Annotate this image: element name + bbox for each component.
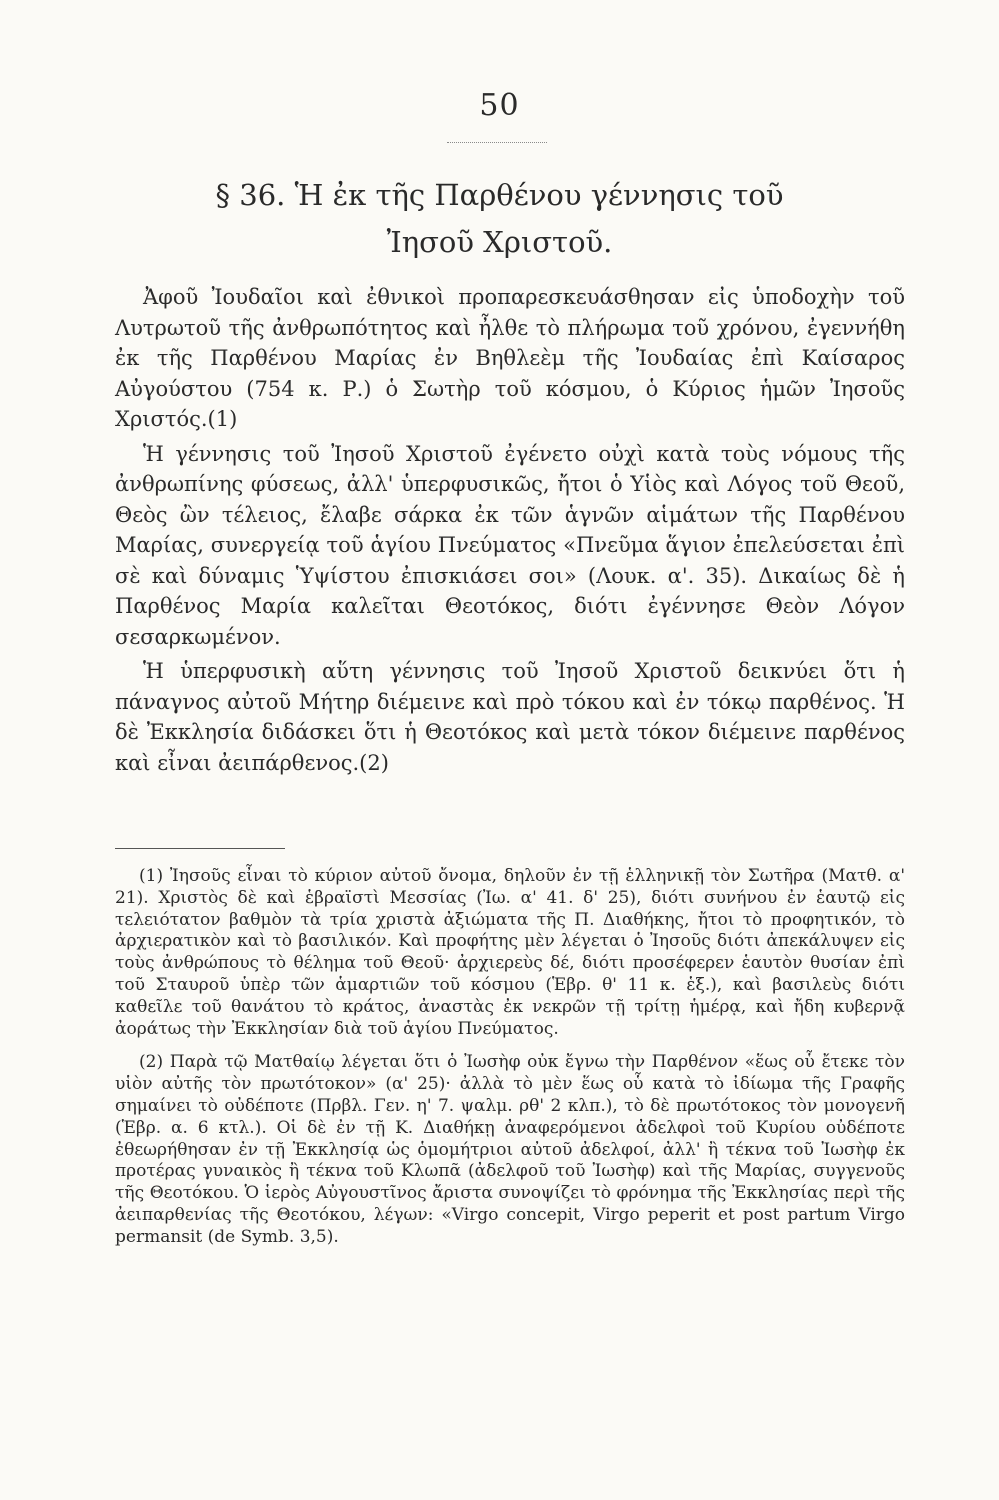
footnote-divider <box>115 848 285 849</box>
body-paragraph-3: Ἡ ὑπερφυσικὴ αὕτη γέννησις τοῦ Ἰησοῦ Χριστοῦ δεικνύει ὅτι ἡ πάναγνος αὐτοῦ Μήτηρ διέμεινε καὶ πρὸ τόκου καὶ ἐν τόκῳ παρθένος. Ἡ δὲ Ἐκκλησία διδάσκει ὅτι ἡ Θεοτόκος καὶ μετὰ τόκον διέμεινε παρθένος καὶ εἶναι ἀειπάρθενος.(2) <box>115 659 905 775</box>
footnote-1: (1) Ἰησοῦς εἶναι τὸ κύριον αὐτοῦ ὄνομα, δηλοῦν ἐν τῇ ἑλληνικῇ τὸν Σωτῆρα (Ματθ. α' 21). Χριστὸς δὲ καὶ ἑβραϊστὶ Μεσσίας (Ἰω. α' 41. δ' 25), διότι συνήνου ἐν ἑαυτῷ εἰς τελειότατον βαθμὸν τὰ τρία χριστὰ ἀξιώματα τῆς Π. Διαθήκης, ἤτοι τὸ προφητικόν, τὸ ἀρχιερατικὸν καὶ τὸ βασιλικόν. Καὶ προφήτης μὲν λέγεται ὁ Ἰησοῦς διότι ἀπεκάλυψεν εἰς τοὺς ἀνθρώπους τὸ θέλημα τοῦ Θεοῦ· ἀρχιερεὺς δέ, διότι προσέφερεν ἑαυτὸν θυσίαν ἐπὶ τοῦ Σταυροῦ ὑπὲρ τῶν ἁμαρτιῶν τοῦ κόσμου (Ἑβρ. θ' 11 κ. ἑξ.), καὶ βασιλεὺς διότι καθεῖλε τοῦ θανάτου τὸ κράτος, ἀναστὰς ἐκ νεκρῶν τῇ τρίτῃ ἡμέρᾳ, καὶ ἤδη κυβερνᾷ ἀοράτως τὴν Ἐκκλησίαν διὰ τοῦ ἁγίου Πνεύματος. <box>115 866 905 1039</box>
section-title <box>0 172 999 266</box>
page-number: 50 <box>479 88 520 123</box>
section-title-line-1: § 36. Ἡ ἐκ τῆς Παρθένου γέννησις τοῦ <box>215 178 784 212</box>
section-title-line-2: Ἰησοῦ Χριστοῦ. <box>386 225 613 259</box>
body-text <box>115 282 905 782</box>
page-number-rule <box>447 142 547 143</box>
body-paragraph-1: Ἀφοῦ Ἰουδαῖοι καὶ ἐθνικοὶ προπαρεσκευάσθησαν εἰς ὑποδοχὴν τοῦ Λυτρωτοῦ τῆς ἀνθρωπότητος καὶ ἦλθε τὸ πλήρωμα τοῦ χρόνου, ἐγεννήθη ἐκ τῆς Παρθένου Μαρίας ἐν Βηθλεὲμ τῆς Ἰουδαίας ἐπὶ Καίσαρος Αὐγούστου (754 κ. Ρ.) ὁ Σωτὴρ τοῦ κόσμου, ὁ Κύριος ἡμῶν Ἰησοῦς Χριστός.(1) <box>115 285 905 431</box>
body-paragraph-2: Ἡ γέννησις τοῦ Ἰησοῦ Χριστοῦ ἐγένετο οὐχὶ κατὰ τοὺς νόμους τῆς ἀνθρωπίνης φύσεως, ἀλλ' ὑπερφυσικῶς, ἤτοι ὁ Υἱὸς καὶ Λόγος τοῦ Θεοῦ, Θεὸς ὢν τέλειος, ἔλαβε σάρκα ἐκ τῶν ἁγνῶν αἱμάτων τῆς Παρθένου Μαρίας, συνεργείᾳ τοῦ ἁγίου Πνεύματος «Πνεῦμα ἅγιον ἐπελεύσεται ἐπὶ σὲ καὶ δύναμις Ὑψίστου ἐπισκιάσει σοι» (Λουκ. α'. 35). Δικαίως δὲ ἡ Παρθένος Μαρία καλεῖται Θεοτόκος, διότι ἐγέννησε Θεὸν Λόγον σεσαρκωμένον. <box>115 441 905 649</box>
footnotes <box>115 866 905 1261</box>
footnote-2: (2) Παρὰ τῷ Ματθαίῳ λέγεται ὅτι ὁ Ἰωσὴφ οὐκ ἔγνω τὴν Παρθένον «ἕως οὗ ἔτεκε τὸν υἱὸν αὐτῆς τὸν πρωτότοκον» (α' 25)· ἀλλὰ τὸ μὲν ἕως οὗ κατὰ τὸ ἰδίωμα τῆς Γραφῆς σημαίνει τὸ οὐδέποτε (Πρβλ. Γεν. η' 7. ψαλμ. ρθ' 2 κλπ.), τὸ δὲ πρωτότοκος τὸν μονογενῆ (Ἑβρ. α. 6 κτλ.). Οἱ δὲ ἐν τῇ Κ. Διαθήκῃ ἀναφερόμενοι ἀδελφοὶ τοῦ Κυρίου οὐδέποτε ἐθεωρήθησαν ἐν τῇ Ἐκκλησίᾳ ὡς ὁμομήτριοι αὐτοῦ ἀδελφοί, ἀλλ' ἢ τέκνα τοῦ Ἰωσὴφ ἐκ προτέρας γυναικὸς ἢ τέκνα τοῦ Κλωπᾶ (ἀδελφοῦ τοῦ Ἰωσὴφ) καὶ τῆς Μαρίας, συγγενοῦς τῆς Θεοτόκου. Ὁ ἱερὸς Αὐγουστῖνος ἄριστα συνοψίζει τὸ φρόνημα τῆς Ἐκκλησίας περὶ τῆς ἀειπαρθενίας τῆς Θεοτόκου, λέγων: «Virgo concepit, Virgo peperit et post partum Virgo permansit (de Symb. 3,5). <box>115 1052 905 1247</box>
